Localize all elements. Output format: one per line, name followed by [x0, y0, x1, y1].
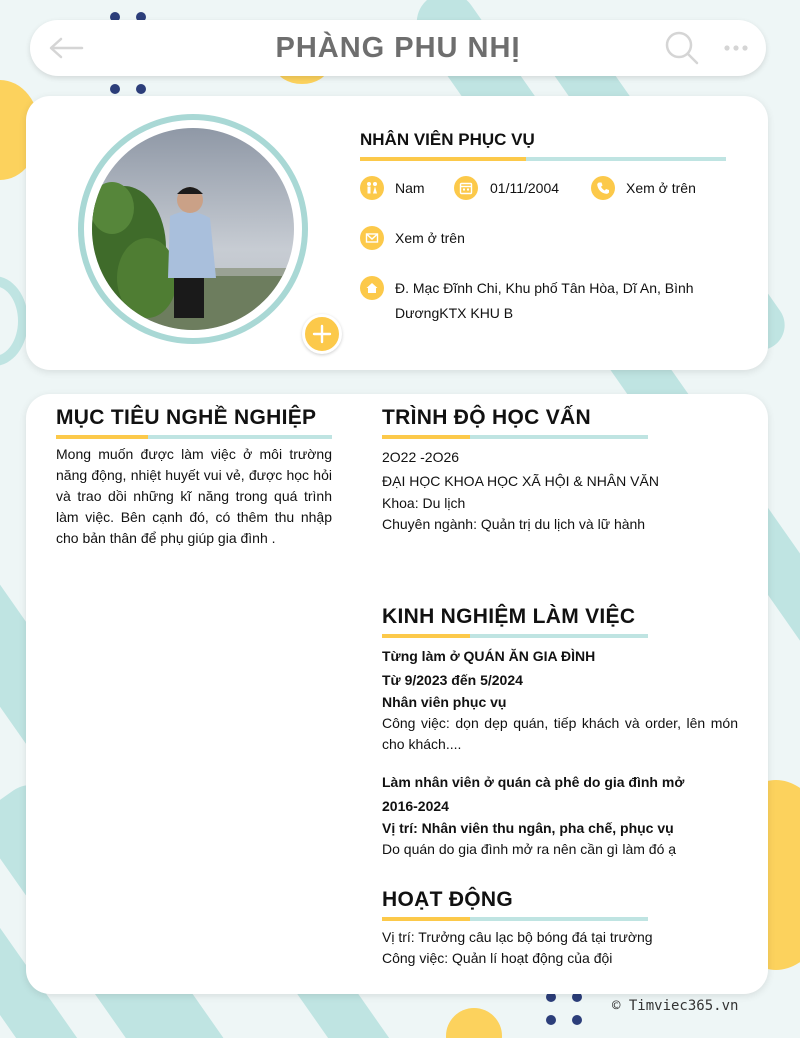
job-description-line: Công việc: dọn dẹp quán, tiếp khách và order, lên món [382, 715, 738, 731]
gender-value: Nam [395, 180, 425, 196]
job-period: 2016-2024 [382, 798, 449, 814]
job-place: Từng làm ở QUÁN ĂN GIA ĐÌNH [382, 648, 596, 664]
activity-position: Vị trí: Trưởng câu lạc bộ bóng đá tại trường [382, 929, 653, 945]
job-period: Từ 9/2023 đến 5/2024 [382, 672, 523, 688]
plus-icon [305, 317, 339, 351]
job-title-underline [360, 157, 726, 161]
address-row [360, 276, 694, 326]
education-period: 2O22 -2O26 [382, 449, 460, 465]
address-value [395, 276, 694, 326]
add-photo-button[interactable] [302, 314, 342, 354]
home-icon [360, 276, 384, 300]
avatar [92, 128, 294, 330]
gender-row [360, 176, 425, 201]
experience-title: KINH NGHIỆM LÀM VIỆC [382, 605, 636, 628]
objective-title: MỤC TIÊU NGHỀ NGHIỆP [56, 406, 317, 429]
phone-value: Xem ở trên [626, 180, 696, 196]
activities-underline [382, 917, 648, 921]
activity-work: Công việc: Quản lí hoạt động của đội [382, 950, 613, 966]
address-line-2: DươngKTX KHU B [395, 305, 514, 321]
job-title: NHÂN VIÊN PHỤC VỤ [360, 130, 535, 149]
objective-line: làm việc. Bên cạnh đó, có thêm thu nhập [56, 509, 332, 525]
experience-underline [382, 634, 648, 638]
objective-line: cho bản thân để phụ giúp gia đình . [56, 530, 276, 546]
search-icon[interactable] [664, 30, 700, 66]
education-title: TRÌNH ĐỘ HỌC VẤN [382, 406, 591, 429]
job-description-line: cho khách.... [382, 736, 462, 752]
job-place: Làm nhân viên ở quán cà phê do gia đình mở [382, 774, 685, 790]
birthday-value: 01/11/2004 [490, 180, 560, 196]
education-faculty: Khoa: Du lịch [382, 495, 466, 511]
job-role: Nhân viên phục vụ [382, 694, 507, 710]
more-icon[interactable] [722, 38, 750, 58]
education-school: ĐẠI HỌC KHOA HỌC XÃ HỘI & NHÂN VĂN [382, 473, 659, 489]
birthday-row [454, 176, 559, 201]
top-bar [30, 20, 766, 76]
objective-line: và trao dồi những kĩ năng trong quá trình [56, 488, 332, 504]
avatar-frame [78, 114, 308, 344]
objective-line: năng động, nhiệt huyết vui vẻ, được học hỏi [56, 467, 332, 483]
gender-icon [360, 176, 384, 200]
candidate-name: PHÀNG PHU NHỊ [275, 32, 521, 64]
mail-icon [360, 226, 384, 250]
job-description [382, 713, 738, 755]
email-value: Xem ở trên [395, 230, 465, 246]
education-underline [382, 435, 648, 439]
phone-row [591, 176, 696, 201]
objective-line: Mong muốn được làm việc ở môi trường [56, 446, 332, 462]
education-major: Chuyên ngành: Quản trị du lịch và lữ hành [382, 516, 646, 532]
address-line-1: Đ. Mạc Đĩnh Chi, Khu phố Tân Hòa, Dĩ An, Bình [395, 280, 694, 296]
email-row [360, 226, 465, 251]
phone-icon [591, 176, 615, 200]
details-card [26, 394, 768, 994]
profile-card [26, 96, 768, 370]
objective-underline [56, 435, 332, 439]
copyright: © Timviec365.vn [612, 998, 739, 1014]
job-description: Do quán do gia đình mở ra nên cần gì làm đó ạ [382, 841, 677, 857]
job-role: Vị trí: Nhân viên thu ngân, pha chế, phục vụ [382, 820, 674, 836]
objective-text [56, 444, 332, 549]
calendar-icon [454, 176, 478, 200]
activities-title: HOẠT ĐỘNG [382, 888, 514, 911]
